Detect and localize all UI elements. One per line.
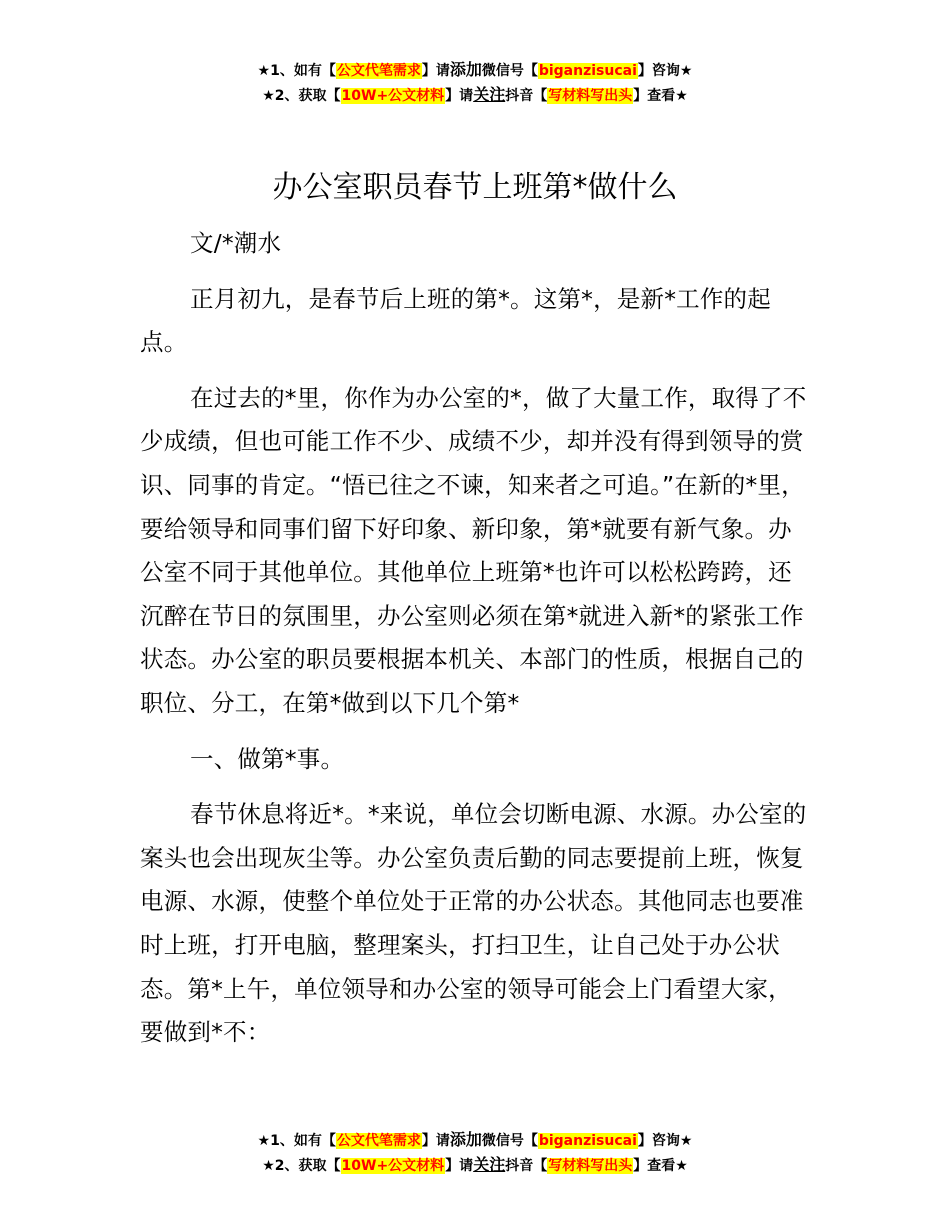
promo-wechat-id: biganzisucai bbox=[538, 1133, 637, 1149]
promo-text: ★1、如有【 bbox=[257, 1133, 336, 1149]
section-heading: 一、做第*事。 bbox=[190, 744, 345, 773]
promo-wechat-id: biganzisucai bbox=[538, 63, 637, 79]
promo-text: 微信号【 bbox=[481, 1133, 538, 1149]
promo-text: 】请 bbox=[421, 1133, 450, 1149]
promo-text: 】请 bbox=[445, 1158, 474, 1174]
promo-text: ★2、获取【 bbox=[262, 1158, 341, 1174]
body-paragraph: 正月初九，是春节后上班的第*。这第*，是新*工作的起点。 bbox=[140, 284, 771, 357]
promo-line-2 bbox=[0, 83, 950, 108]
promo-highlight: 公文代笔需求 bbox=[336, 1133, 421, 1149]
promo-footer bbox=[0, 1128, 950, 1178]
promo-text: 】咨询★ bbox=[637, 63, 693, 79]
promo-emphasis: 关注 bbox=[473, 85, 506, 104]
promo-emphasis: 添加 bbox=[449, 1130, 482, 1149]
body-paragraph: 春节休息将近*。*来说，单位会切断电源、水源。办公室的案头也会出现灰尘等。办公室负责后勤的同志要提前上班，恢复电源、水源，使整个单位处于正常的办公状态。其他同志也要准时上班，打开电脑，整理案头，打扫卫生，让自己处于办公状态。第*上午，单位领导和办公室的领导可能会上门看望大家，要做到*不： bbox=[140, 800, 807, 1047]
document-body bbox=[140, 222, 812, 1067]
body-paragraph: 在过去的*里，你作为办公室的*，做了大量工作，取得了不少成绩，但也可能工作不少、成绩不少，却并没有得到领导的赏识、同事的肯定。“悟已往之不谏，知来者之可追。”在新的*里，要给领导和同事们留下好印象、新印象，第*就要有新气象。办公室不同于其他单位。其他单位上班第*也许可以松松跨跨，还沉醉在节日的氛围里，办公室则必须在第*就进入新*的紧张工作状态。办公室的职员要根据本机关、本部门的性质，根据自己的职位、分工，在第*做到以下几个第* bbox=[140, 383, 807, 717]
promo-text: 微信号【 bbox=[481, 63, 538, 79]
promo-text: 】查看★ bbox=[633, 1158, 688, 1174]
promo-text: 】请 bbox=[421, 63, 450, 79]
promo-douyin-id: 写材料写出头 bbox=[548, 1158, 633, 1174]
promo-text: 】查看★ bbox=[633, 88, 688, 104]
promo-text: ★2、获取【 bbox=[262, 88, 341, 104]
promo-highlight: 10W+公文材料 bbox=[341, 88, 445, 104]
promo-line-1 bbox=[0, 1128, 950, 1153]
promo-highlight: 公文代笔需求 bbox=[336, 63, 421, 79]
promo-highlight: 10W+公文材料 bbox=[341, 1158, 445, 1174]
promo-line-1 bbox=[0, 58, 950, 83]
document-title: 办公室职员春节上班第*做什么 bbox=[272, 170, 678, 205]
promo-text: 抖音【 bbox=[505, 88, 548, 104]
promo-line-2 bbox=[0, 1153, 950, 1178]
promo-text: 抖音【 bbox=[505, 1158, 548, 1174]
promo-text: 】请 bbox=[445, 88, 474, 104]
promo-text: ★1、如有【 bbox=[257, 63, 336, 79]
promo-douyin-id: 写材料写出头 bbox=[548, 88, 633, 104]
promo-text: 】咨询★ bbox=[637, 1133, 693, 1149]
promo-emphasis: 添加 bbox=[449, 60, 482, 79]
author-line: 文/*潮水 bbox=[190, 229, 282, 257]
promo-header bbox=[0, 58, 950, 108]
promo-emphasis: 关注 bbox=[473, 1155, 506, 1174]
